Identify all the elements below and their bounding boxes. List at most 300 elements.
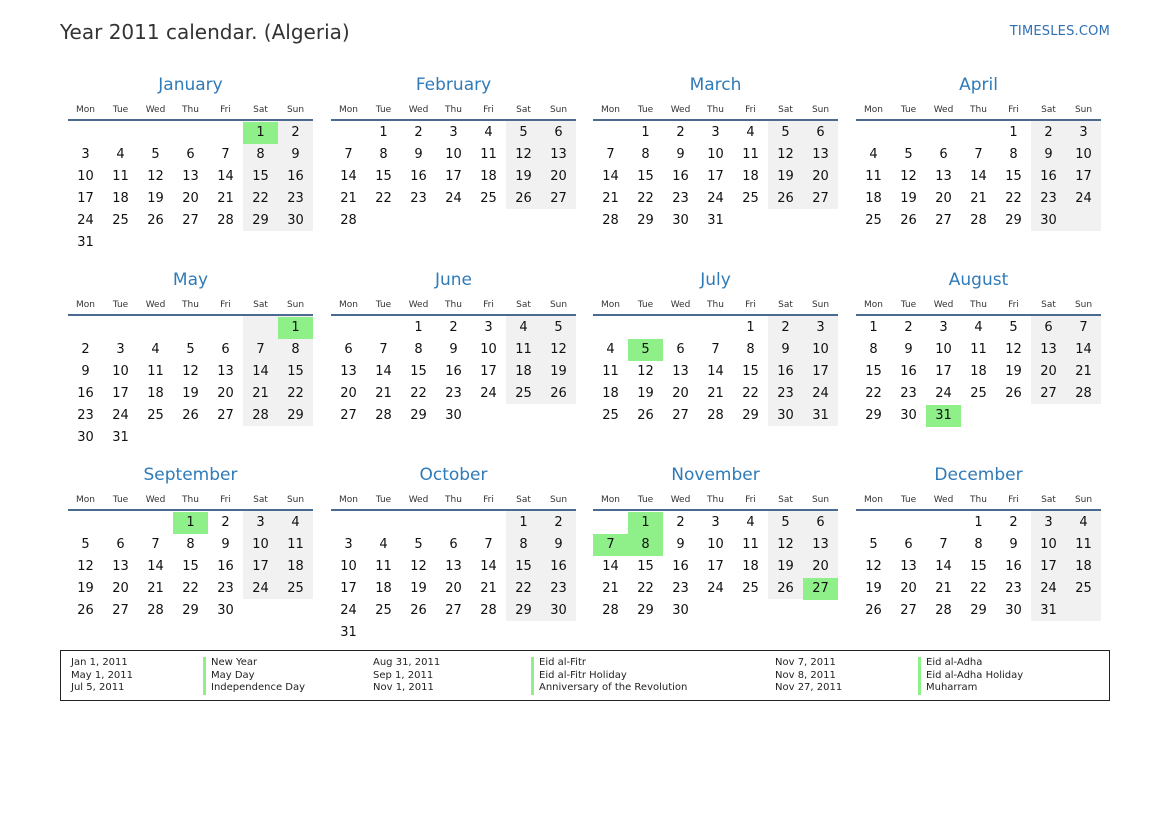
holiday-day-cell: 1 <box>243 122 278 144</box>
day-cell: 9 <box>449 342 458 357</box>
day-cell: 22 <box>287 386 304 401</box>
day-cell: 15 <box>637 169 654 184</box>
holiday-name: Eid al-Fitr Holiday <box>531 670 687 683</box>
day-cell: 27 <box>812 191 829 206</box>
weekday-label: Mon <box>601 300 620 310</box>
weekday-header <box>593 300 838 312</box>
day-cell: 25 <box>742 191 759 206</box>
weekday-label: Mon <box>339 300 358 310</box>
day-cell: 18 <box>515 364 532 379</box>
holiday-name: Anniversary of the Revolution <box>531 682 687 695</box>
day-cell: 30 <box>1005 603 1022 618</box>
day-cell: 30 <box>672 603 689 618</box>
weekday-label: Sun <box>1074 300 1093 310</box>
day-cell: 17 <box>77 191 94 206</box>
weekday-label: Sun <box>286 300 305 310</box>
day-cell: 13 <box>935 169 952 184</box>
day-cell: 10 <box>1075 147 1092 162</box>
day-cell: 28 <box>707 408 724 423</box>
day-cell: 10 <box>77 169 94 184</box>
day-cell: 11 <box>147 364 164 379</box>
day-cell: 25 <box>480 191 497 206</box>
day-cell: 13 <box>340 364 357 379</box>
month-name: August <box>948 270 1009 290</box>
day-cell: 8 <box>414 342 423 357</box>
day-cell: 14 <box>935 559 952 574</box>
month-name: June <box>434 270 473 290</box>
day-cell: 4 <box>291 515 300 530</box>
day-cell: 21 <box>602 191 619 206</box>
day-cell: 22 <box>182 581 199 596</box>
day-cell: 19 <box>410 581 427 596</box>
day-cell: 20 <box>112 581 129 596</box>
day-cell: 30 <box>550 603 567 618</box>
day-cell: 28 <box>340 213 357 228</box>
day-cell: 21 <box>480 581 497 596</box>
weekday-label: Fri <box>483 495 494 505</box>
day-cell: 2 <box>1009 515 1018 530</box>
weekday-label: Thu <box>445 495 462 505</box>
day-cell: 31 <box>707 213 724 228</box>
day-cell: 9 <box>554 537 563 552</box>
holiday-day-cell: 1 <box>278 317 313 339</box>
day-cell: 4 <box>151 342 160 357</box>
day-cell: 23 <box>777 386 794 401</box>
day-cell: 23 <box>550 581 567 596</box>
weekday-label: Tue <box>900 105 917 115</box>
day-cell: 22 <box>637 191 654 206</box>
weekday-label: Mon <box>339 105 358 115</box>
day-cell: 21 <box>340 191 357 206</box>
day-cell: 22 <box>252 191 269 206</box>
day-cell: 22 <box>970 581 987 596</box>
day-cell: 4 <box>746 125 755 140</box>
holiday-date: Jan 1, 2011 <box>71 657 128 668</box>
day-cell: 10 <box>112 364 129 379</box>
day-cell: 8 <box>1009 147 1018 162</box>
day-cell: 30 <box>1040 213 1057 228</box>
day-cell: 11 <box>742 537 759 552</box>
day-cell: 23 <box>217 581 234 596</box>
weekday-label: Sat <box>778 495 793 505</box>
day-cell: 2 <box>414 125 423 140</box>
day-cell: 21 <box>602 581 619 596</box>
day-cell: 25 <box>1075 581 1092 596</box>
day-cell: 20 <box>812 559 829 574</box>
month-name: February <box>415 75 492 95</box>
day-cell: 8 <box>291 342 300 357</box>
day-cell: 11 <box>970 342 987 357</box>
day-cell: 21 <box>935 581 952 596</box>
holiday-name: Eid al-Adha <box>918 657 1023 670</box>
day-cell: 12 <box>182 364 199 379</box>
day-cell: 23 <box>900 386 917 401</box>
weekday-label: Mon <box>864 495 883 505</box>
day-cell: 26 <box>515 191 532 206</box>
day-cell: 11 <box>742 147 759 162</box>
day-cell: 14 <box>147 559 164 574</box>
day-cell: 3 <box>711 125 720 140</box>
day-cell: 23 <box>410 191 427 206</box>
day-cell: 17 <box>112 386 129 401</box>
day-cell: 20 <box>812 169 829 184</box>
day-cell: 6 <box>186 147 195 162</box>
day-cell: 16 <box>287 169 304 184</box>
day-cell: 28 <box>970 213 987 228</box>
day-cell: 2 <box>676 125 685 140</box>
day-cell: 3 <box>711 515 720 530</box>
day-cell: 8 <box>256 147 265 162</box>
weekday-label: Wed <box>933 495 954 505</box>
weekday-label: Mon <box>339 495 358 505</box>
day-cell: 20 <box>672 386 689 401</box>
weekday-header <box>593 495 838 507</box>
holiday-name: Eid al-Fitr <box>531 657 687 670</box>
weekday-label: Tue <box>637 300 654 310</box>
day-cell: 12 <box>515 147 532 162</box>
holiday-date: May 1, 2011 <box>71 669 134 681</box>
weekday-label: Fri <box>745 105 756 115</box>
day-cell: 8 <box>869 342 878 357</box>
day-cell: 24 <box>445 191 462 206</box>
day-cell: 13 <box>112 559 129 574</box>
weekday-label: Thu <box>707 300 724 310</box>
day-cell: 5 <box>1009 320 1018 335</box>
weekday-header <box>68 300 313 312</box>
day-cell: 20 <box>445 581 462 596</box>
day-cell: 22 <box>865 386 882 401</box>
weekday-label: Thu <box>445 105 462 115</box>
day-cell: 20 <box>900 581 917 596</box>
weekday-label: Mon <box>601 105 620 115</box>
day-cell: 18 <box>1075 559 1092 574</box>
day-cell: 20 <box>935 191 952 206</box>
day-cell: 15 <box>182 559 199 574</box>
weekday-label: Wed <box>145 105 166 115</box>
day-cell: 22 <box>1005 191 1022 206</box>
day-cell: 6 <box>816 515 825 530</box>
holiday-dates-column <box>775 657 842 695</box>
day-cell: 10 <box>812 342 829 357</box>
day-cell: 9 <box>221 537 230 552</box>
weekday-label: Sun <box>811 495 830 505</box>
day-cell: 9 <box>676 147 685 162</box>
weekday-label: Sat <box>253 105 268 115</box>
weekday-label: Thu <box>707 105 724 115</box>
day-cell: 18 <box>602 386 619 401</box>
day-cell: 31 <box>340 625 357 640</box>
day-cell: 25 <box>147 408 164 423</box>
day-cell: 1 <box>641 125 650 140</box>
day-cell: 14 <box>375 364 392 379</box>
day-cell: 10 <box>480 342 497 357</box>
day-cell: 15 <box>515 559 532 574</box>
day-cell: 9 <box>1009 537 1018 552</box>
day-cell: 10 <box>1040 537 1057 552</box>
day-cell: 25 <box>742 581 759 596</box>
day-cell: 14 <box>1075 342 1092 357</box>
weekday-label: Mon <box>76 495 95 505</box>
day-cell: 30 <box>672 213 689 228</box>
day-cell: 25 <box>375 603 392 618</box>
day-cell: 19 <box>900 191 917 206</box>
day-cell: 30 <box>287 213 304 228</box>
day-cell: 16 <box>777 364 794 379</box>
weekday-label: Thu <box>970 105 987 115</box>
day-cell: 3 <box>1044 515 1053 530</box>
day-cell: 7 <box>151 537 160 552</box>
day-cell: 26 <box>900 213 917 228</box>
holiday-name: May Day <box>203 670 305 683</box>
day-cell: 7 <box>256 342 265 357</box>
holiday-name: Independence Day <box>203 682 305 695</box>
day-cell: 3 <box>81 147 90 162</box>
day-cell: 10 <box>707 147 724 162</box>
day-cell: 21 <box>147 581 164 596</box>
day-cell: 3 <box>344 537 353 552</box>
day-cell: 28 <box>602 213 619 228</box>
weekday-label: Sun <box>286 105 305 115</box>
holiday-day-cell: 5 <box>628 339 663 361</box>
day-cell: 13 <box>182 169 199 184</box>
day-cell: 23 <box>1040 191 1057 206</box>
holiday-date: Nov 7, 2011 <box>775 657 836 668</box>
day-cell: 6 <box>221 342 230 357</box>
day-cell: 6 <box>939 147 948 162</box>
day-cell: 6 <box>554 125 563 140</box>
day-cell: 11 <box>287 537 304 552</box>
day-cell: 28 <box>217 213 234 228</box>
month-name: January <box>158 75 223 95</box>
day-cell: 2 <box>554 515 563 530</box>
month-name: July <box>700 270 731 290</box>
weekday-header <box>68 495 313 507</box>
day-cell: 7 <box>606 147 615 162</box>
weekday-label: Mon <box>864 300 883 310</box>
weekday-label: Thu <box>970 300 987 310</box>
day-cell: 24 <box>340 603 357 618</box>
day-cell: 27 <box>182 213 199 228</box>
day-cell: 20 <box>1040 364 1057 379</box>
day-cell: 12 <box>637 364 654 379</box>
day-cell: 11 <box>480 147 497 162</box>
weekday-label: Mon <box>76 300 95 310</box>
day-cell: 2 <box>81 342 90 357</box>
day-cell: 16 <box>1040 169 1057 184</box>
day-cell: 23 <box>77 408 94 423</box>
holiday-day-cell: 8 <box>628 534 663 556</box>
month-name: March <box>689 75 742 95</box>
day-cell: 7 <box>939 537 948 552</box>
day-cell: 1 <box>519 515 528 530</box>
day-cell: 24 <box>812 386 829 401</box>
day-cell: 5 <box>519 125 528 140</box>
weekday-label: Thu <box>707 495 724 505</box>
day-cell: 8 <box>974 537 983 552</box>
weekday-header <box>856 495 1101 507</box>
day-cell: 26 <box>550 386 567 401</box>
day-cell: 24 <box>480 386 497 401</box>
day-cell: 30 <box>445 408 462 423</box>
day-cell: 16 <box>77 386 94 401</box>
month-name: April <box>959 75 998 95</box>
day-cell: 10 <box>252 537 269 552</box>
day-cell: 30 <box>77 430 94 445</box>
day-cell: 29 <box>742 408 759 423</box>
day-cell: 4 <box>746 515 755 530</box>
weekday-label: Fri <box>745 495 756 505</box>
weekday-label: Tue <box>375 105 392 115</box>
holiday-dates-column <box>71 657 133 695</box>
weekday-label: Sun <box>549 105 568 115</box>
day-cell: 22 <box>637 581 654 596</box>
weekday-label: Fri <box>1008 495 1019 505</box>
weekday-label: Wed <box>933 105 954 115</box>
day-cell: 17 <box>935 364 952 379</box>
weekday-label: Fri <box>1008 105 1019 115</box>
day-cell: 13 <box>217 364 234 379</box>
day-cell: 26 <box>637 408 654 423</box>
day-cell: 26 <box>182 408 199 423</box>
day-cell: 22 <box>375 191 392 206</box>
day-cell: 9 <box>291 147 300 162</box>
month-name: December <box>934 465 1023 485</box>
weekday-header <box>856 300 1101 312</box>
day-cell: 22 <box>410 386 427 401</box>
day-cell: 23 <box>672 581 689 596</box>
weekday-label: Sat <box>516 105 531 115</box>
month-name: May <box>172 270 209 290</box>
weekday-label: Sun <box>549 495 568 505</box>
day-cell: 7 <box>379 342 388 357</box>
day-cell: 12 <box>777 147 794 162</box>
holiday-name: Muharram <box>918 682 1023 695</box>
day-cell: 24 <box>1040 581 1057 596</box>
weekday-label: Wed <box>670 105 691 115</box>
day-cell: 21 <box>375 386 392 401</box>
day-cell: 1 <box>869 320 878 335</box>
day-cell: 9 <box>81 364 90 379</box>
day-cell: 21 <box>252 386 269 401</box>
weekday-label: Fri <box>1008 300 1019 310</box>
weekday-label: Thu <box>970 495 987 505</box>
weekday-header <box>331 300 576 312</box>
day-cell: 12 <box>550 342 567 357</box>
day-cell: 29 <box>637 603 654 618</box>
day-cell: 21 <box>970 191 987 206</box>
day-cell: 19 <box>777 169 794 184</box>
day-cell: 17 <box>1040 559 1057 574</box>
day-cell: 9 <box>414 147 423 162</box>
day-cell: 30 <box>217 603 234 618</box>
weekday-label: Fri <box>220 300 231 310</box>
holiday-names-column <box>203 657 305 695</box>
day-cell: 5 <box>151 147 160 162</box>
weekday-label: Fri <box>483 105 494 115</box>
day-cell: 13 <box>812 147 829 162</box>
day-cell: 2 <box>781 320 790 335</box>
day-cell: 28 <box>1075 386 1092 401</box>
day-cell: 24 <box>1075 191 1092 206</box>
weekday-label: Fri <box>220 105 231 115</box>
day-cell: 3 <box>1079 125 1088 140</box>
day-cell: 15 <box>287 364 304 379</box>
holiday-date: Nov 1, 2011 <box>373 682 434 694</box>
weekday-header <box>856 105 1101 117</box>
day-cell: 18 <box>375 581 392 596</box>
day-cell: 13 <box>812 537 829 552</box>
day-cell: 11 <box>1075 537 1092 552</box>
weekday-label: Tue <box>900 300 917 310</box>
day-cell: 4 <box>1079 515 1088 530</box>
day-cell: 1 <box>746 320 755 335</box>
day-cell: 12 <box>77 559 94 574</box>
day-cell: 3 <box>449 125 458 140</box>
day-cell: 17 <box>812 364 829 379</box>
day-cell: 28 <box>375 408 392 423</box>
day-cell: 24 <box>707 581 724 596</box>
day-cell: 1 <box>379 125 388 140</box>
day-cell: 23 <box>672 191 689 206</box>
day-cell: 7 <box>221 147 230 162</box>
holiday-date: Nov 8, 2011 <box>775 669 836 681</box>
day-cell: 15 <box>252 169 269 184</box>
weekday-label: Sat <box>516 300 531 310</box>
weekday-label: Sat <box>1041 300 1056 310</box>
day-cell: 31 <box>112 430 129 445</box>
holiday-date: Jul 5, 2011 <box>71 682 125 694</box>
day-cell: 15 <box>1005 169 1022 184</box>
day-cell: 31 <box>77 235 94 250</box>
day-cell: 7 <box>1079 320 1088 335</box>
day-cell: 11 <box>375 559 392 574</box>
weekday-label: Thu <box>182 105 199 115</box>
day-cell: 28 <box>602 603 619 618</box>
day-cell: 23 <box>287 191 304 206</box>
day-cell: 30 <box>900 408 917 423</box>
day-cell: 29 <box>252 213 269 228</box>
day-cell: 13 <box>1040 342 1057 357</box>
day-cell: 31 <box>812 408 829 423</box>
day-cell: 27 <box>112 603 129 618</box>
day-cell: 16 <box>550 559 567 574</box>
weekday-label: Sat <box>1041 105 1056 115</box>
day-cell: 18 <box>287 559 304 574</box>
day-cell: 25 <box>865 213 882 228</box>
day-cell: 12 <box>777 537 794 552</box>
day-cell: 6 <box>116 537 125 552</box>
day-cell: 19 <box>637 386 654 401</box>
weekday-label: Tue <box>375 495 392 505</box>
weekday-label: Mon <box>864 105 883 115</box>
day-cell: 29 <box>287 408 304 423</box>
day-cell: 26 <box>147 213 164 228</box>
day-cell: 27 <box>340 408 357 423</box>
day-cell: 4 <box>519 320 528 335</box>
day-cell: 18 <box>742 169 759 184</box>
day-cell: 19 <box>182 386 199 401</box>
day-cell: 18 <box>970 364 987 379</box>
weekday-label: Sat <box>778 105 793 115</box>
page-title: Year 2011 calendar. (Algeria) <box>60 20 350 44</box>
weekday-label: Tue <box>900 495 917 505</box>
day-cell: 1 <box>1009 125 1018 140</box>
site-link[interactable]: TIMESLES.COM <box>1009 24 1110 39</box>
day-cell: 15 <box>375 169 392 184</box>
holiday-day-cell: 7 <box>593 534 628 556</box>
day-cell: 20 <box>217 386 234 401</box>
day-cell: 16 <box>900 364 917 379</box>
